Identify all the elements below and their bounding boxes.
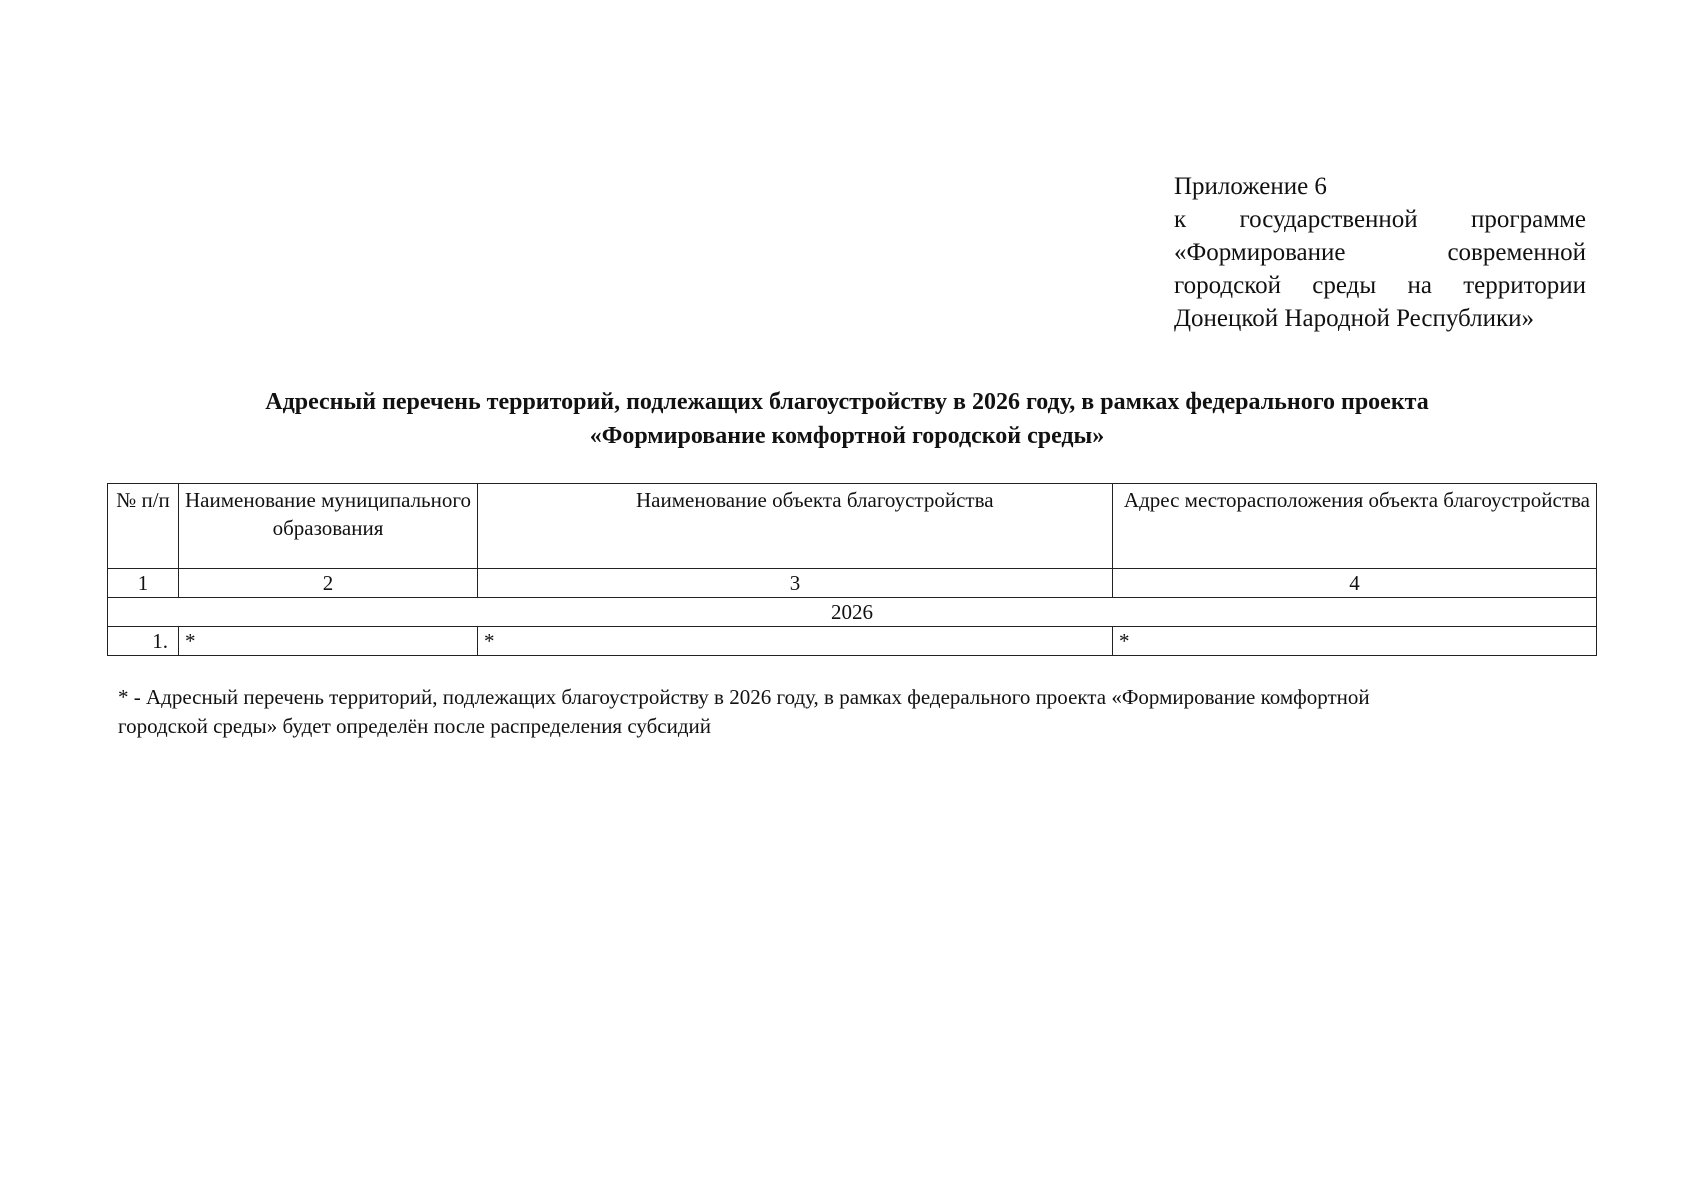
column-number: 1 xyxy=(108,569,179,598)
footnote-line-2: городской среды» будет определён после распределения субсидий xyxy=(118,714,712,738)
municipality-cell: * xyxy=(179,627,478,656)
header-address: Адрес месторасположения объекта благоустройства xyxy=(1113,484,1597,569)
appendix-line: к государственной программе xyxy=(1174,206,1586,233)
appendix-line: «Формирование современной xyxy=(1174,239,1586,266)
header-municipality: Наименование муниципального образования xyxy=(179,484,478,569)
object-cell: * xyxy=(478,627,1113,656)
table-header-row xyxy=(108,484,1597,569)
year-row xyxy=(108,598,1597,627)
heading-line-1: Адресный перечень территорий, подлежащих благоустройству в 2026 году, в рамках федерального проекта xyxy=(265,389,1429,415)
header-number: № п/п xyxy=(108,484,179,569)
appendix-block xyxy=(1174,170,1586,335)
footnote-line-1: * - Адресный перечень территорий, подлежащих благоустройству в 2026 году, в рамках федерального проекта «Формирование комфортной xyxy=(118,685,1370,709)
footnote xyxy=(118,683,1598,741)
column-numbers-row xyxy=(108,569,1597,598)
column-number: 3 xyxy=(478,569,1113,598)
address-cell: * xyxy=(1113,627,1597,656)
appendix-line: Донецкой Народной Республики» xyxy=(1174,305,1534,332)
column-number: 2 xyxy=(179,569,478,598)
table-row xyxy=(108,627,1597,656)
appendix-line: городской среды на территории xyxy=(1174,272,1586,299)
row-number-cell: 1. xyxy=(108,627,179,656)
heading-line-2: «Формирование комфортной городской среды» xyxy=(589,423,1105,449)
column-number: 4 xyxy=(1113,569,1597,598)
header-object: Наименование объекта благоустройства xyxy=(478,484,1113,569)
address-register-table xyxy=(107,483,1597,656)
appendix-title: Приложение 6 xyxy=(1174,173,1327,200)
document-heading xyxy=(107,385,1587,453)
year-cell: 2026 xyxy=(108,598,1597,627)
